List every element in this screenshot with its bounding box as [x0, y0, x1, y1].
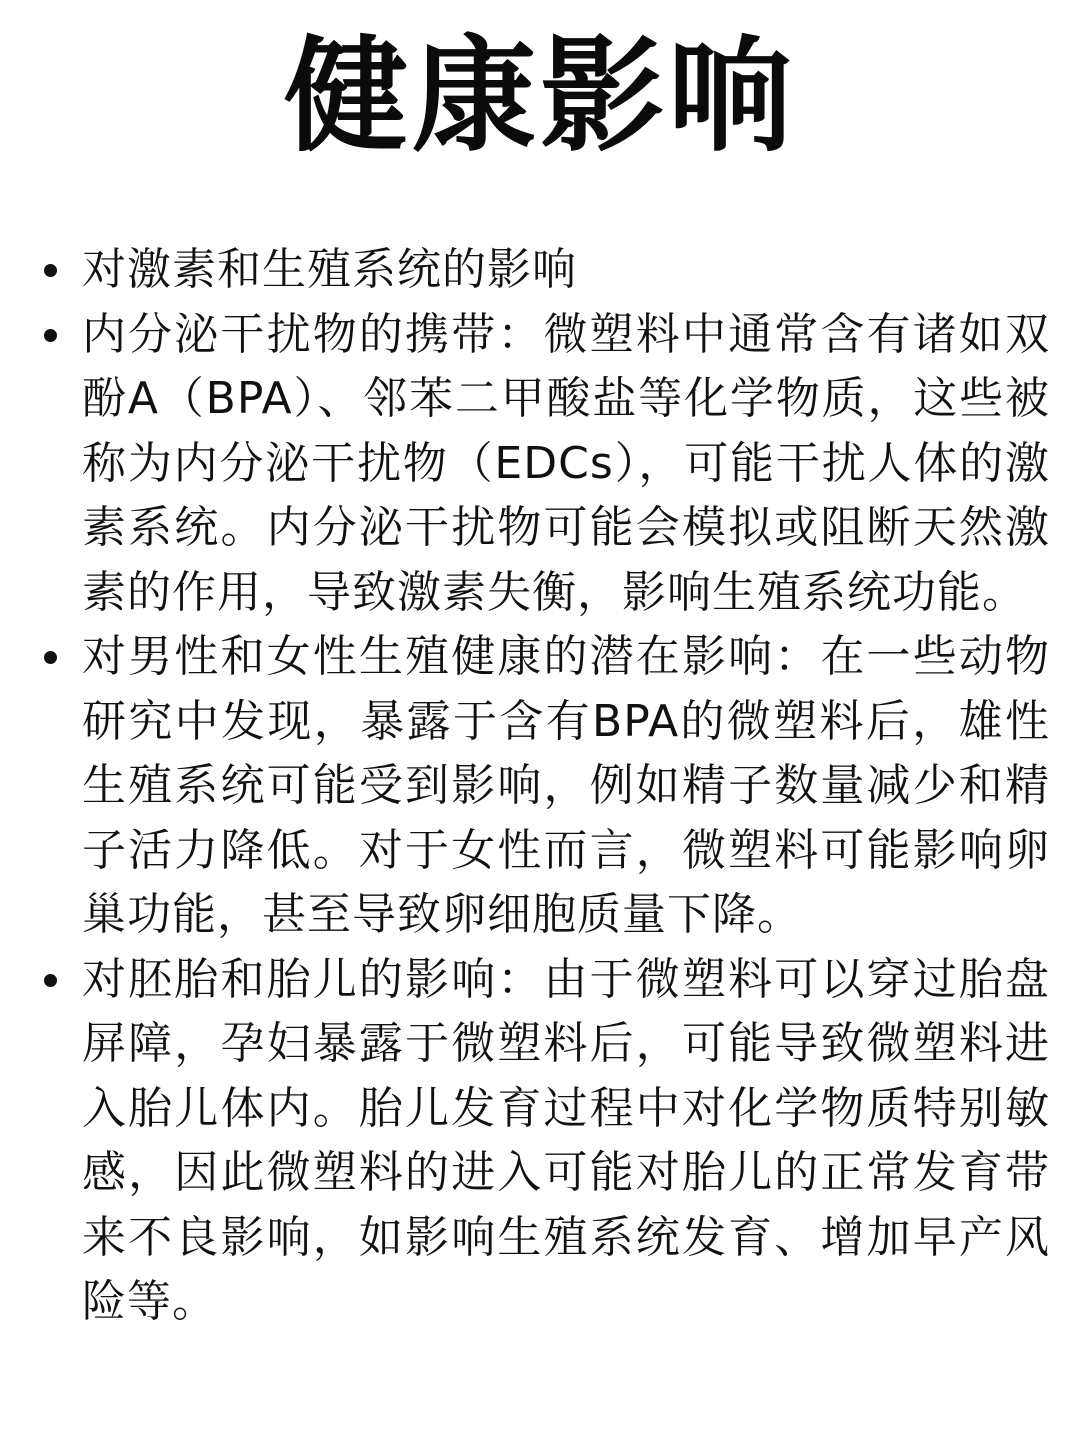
bullet-text: 对男性和女性生殖健康的潜在影响：在一些动物研究中发现，暴露于含有BPA的微塑料后，雄性生殖系统可能受到影响，例如精子数量减少和精子活力降低。对于女性而言，微塑料可能影响卵巢功能，甚至导致卵细胞质量下降。 [82, 631, 1050, 940]
bullet-item [82, 238, 1050, 303]
bullet-dot-icon [44, 264, 57, 277]
bullet-text: 对胚胎和胎儿的影响：由于微塑料可以穿过胎盘屏障，孕妇暴露于微塑料后，可能导致微塑料进入胎儿体内。胎儿发育过程中对化学物质特别敏感，因此微塑料的进入可能对胎儿的正常发育带来不良影响，如影响生殖系统发育、增加早产风险等。 [82, 953, 1050, 1327]
bullet-item [82, 303, 1050, 626]
bullet-text: 内分泌干扰物的携带：微塑料中通常含有诸如双酚A（BPA）、邻苯二甲酸盐等化学物质，这些被称为内分泌干扰物（EDCs），可能干扰人体的激素系统。内分泌干扰物可能会模拟或阻断天然激素的作用，导致激素失衡，影响生殖系统功能。 [82, 308, 1050, 618]
bullet-item [82, 625, 1050, 948]
bullet-item [82, 948, 1050, 1335]
page-title: 健康影响 [283, 25, 796, 169]
bullet-dot-icon [44, 329, 57, 342]
bullet-list [0, 238, 1080, 1335]
bullet-dot-icon [44, 974, 57, 987]
bullet-text: 对激素和生殖系统的影响 [82, 244, 577, 295]
bullet-dot-icon [44, 651, 57, 664]
